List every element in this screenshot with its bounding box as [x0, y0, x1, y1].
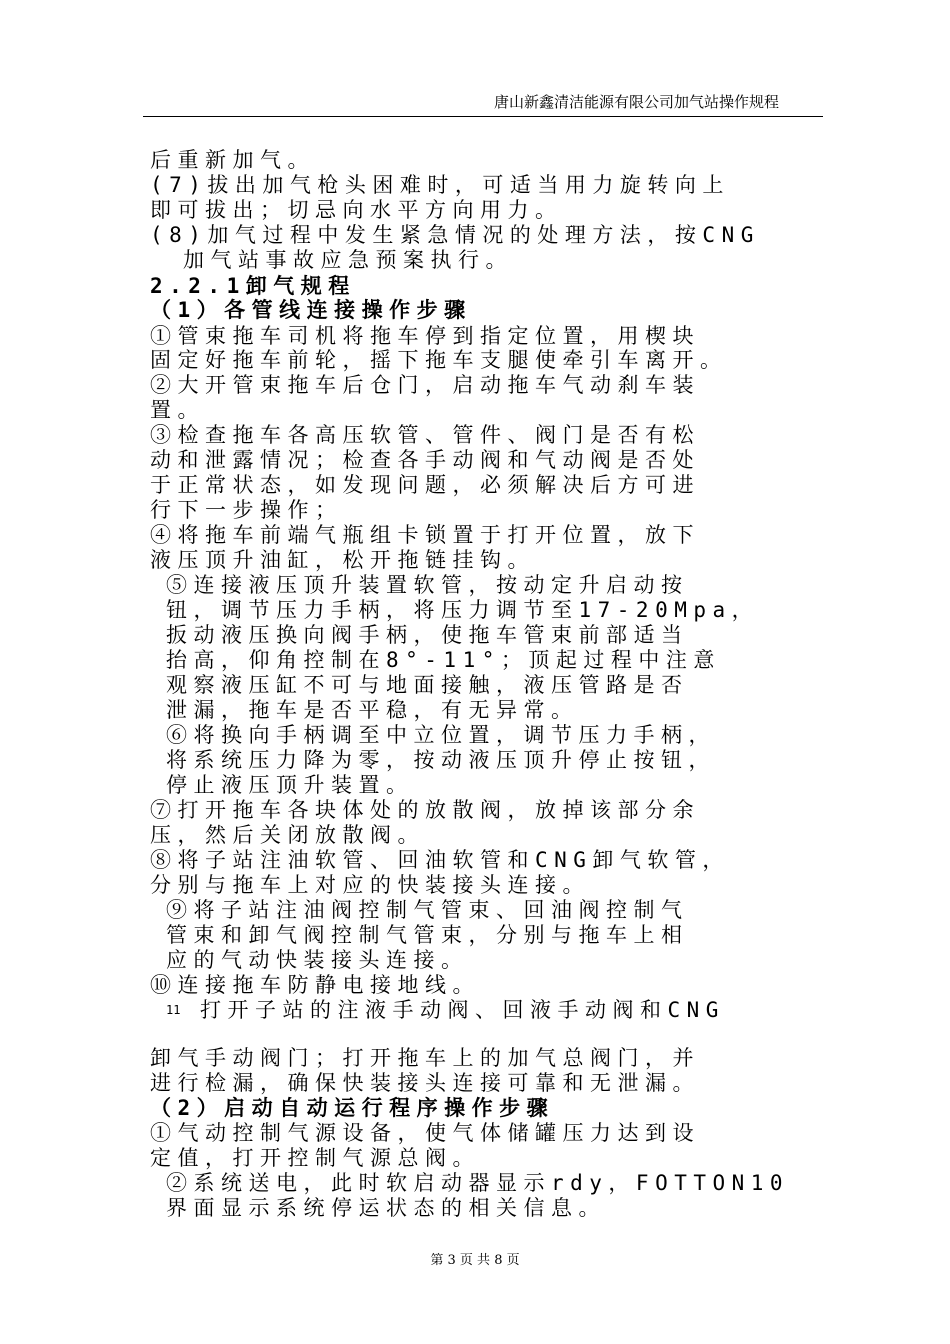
body-line: 后重新加气。	[150, 148, 315, 172]
body-line: 于正常状态，如发现问题，必须解决后方可进	[150, 473, 700, 497]
body-line: 抬高，仰角控制在8°-11°；顶起过程中注意	[166, 648, 721, 672]
body-line: 即可拔出；切忌向水平方向用力。	[150, 198, 563, 222]
page-footer: 第 3 页 共 8 页	[430, 1253, 520, 1268]
body-line: ②系统送电，此时软启动器显示rdy，FOTTON10	[166, 1171, 790, 1195]
page-header	[143, 91, 823, 117]
body-line: ③检查拖车各高压软管、管件、阀门是否有松	[150, 423, 700, 447]
body-line: ⑩连接拖车防静电接地线。	[150, 973, 480, 997]
body-line: 管束和卸气阀控制气管束，分别与拖车上相	[166, 923, 689, 947]
body-line: 应的气动快装接头连接。	[166, 948, 469, 972]
body-line: 进行检漏，确保快装接头连接可靠和无泄漏。	[150, 1071, 700, 1095]
body-line: ⑤连接液压顶升装置软管，按动定升启动按	[166, 573, 689, 597]
body-line: 定值，打开控制气源总阀。	[150, 1146, 480, 1170]
body-line: 行下一步操作；	[150, 498, 343, 522]
body-line: 扳动液压换向阀手柄，使拖车管束前部适当	[166, 623, 689, 647]
body-line: 卸气手动阀门；打开拖车上的加气总阀门，并	[150, 1046, 700, 1070]
body-line: (7)拔出加气枪头困难时，可适当用力旋转向上	[150, 173, 730, 197]
subsection-heading: （1）各管线连接操作步骤	[150, 298, 472, 322]
body-line: 界面显示系统停运状态的相关信息。	[166, 1196, 606, 1220]
body-line: 固定好拖车前轮，摇下拖车支腿使牵引车离开。	[150, 348, 728, 372]
header-title: 唐山新鑫清洁能源有限公司加气站操作规程	[493, 93, 779, 111]
body-line: ④将拖车前端气瓶组卡锁置于打开位置，放下	[150, 523, 700, 547]
body-line: 分别与拖车上对应的快装接头连接。	[150, 873, 590, 897]
body-line: 动和泄露情况；检查各手动阀和气动阀是否处	[150, 448, 700, 472]
body-line: ①气动控制气源设备，使气体储罐压力达到设	[150, 1121, 700, 1145]
body-line: ⑨将子站注油阀控制气管束、回油阀控制气	[166, 898, 689, 922]
body-line: 液压顶升油缸，松开拖链挂钩。	[150, 548, 535, 572]
section-heading: 2.2.1卸气规程	[150, 274, 356, 298]
body-line: 观察液压缸不可与地面接触，液压管路是否	[166, 673, 689, 697]
body-line: (8)加气过程中发生紧急情况的处理方法，按CNG	[150, 223, 760, 247]
subsection-heading: （2）启动自动运行程序操作步骤	[150, 1096, 555, 1120]
body-line: ⑥将换向手柄调至中立位置，调节压力手柄，	[166, 723, 716, 747]
body-line: ⑧将子站注油软管、回油软管和CNG卸气软管，	[150, 848, 730, 872]
body-line: 压，然后关闭放散阀。	[150, 823, 425, 847]
body-line: ①管束拖车司机将拖车停到指定位置，用楔块	[150, 324, 700, 348]
body-line: 钮，调节压力手柄，将压力调节至17-20Mpa，	[166, 598, 760, 622]
body-line: 置。	[150, 398, 205, 422]
body-line: 打开子站的注液手动阀、回液手动阀和CNG	[200, 998, 725, 1022]
body-line: 加气站事故应急预案执行。	[183, 248, 513, 272]
item-number-11: 11	[166, 1003, 181, 1017]
body-line: 泄漏，拖车是否平稳，有无异常。	[166, 698, 579, 722]
body-line: ⑦打开拖车各块体处的放散阀，放掉该部分余	[150, 798, 700, 822]
body-line: 将系统压力降为零，按动液压顶升停止按钮，	[166, 748, 716, 772]
body-line: 停止液压顶升装置。	[166, 773, 414, 797]
body-line: ②大开管束拖车后仓门，启动拖车气动刹车装	[150, 373, 700, 397]
